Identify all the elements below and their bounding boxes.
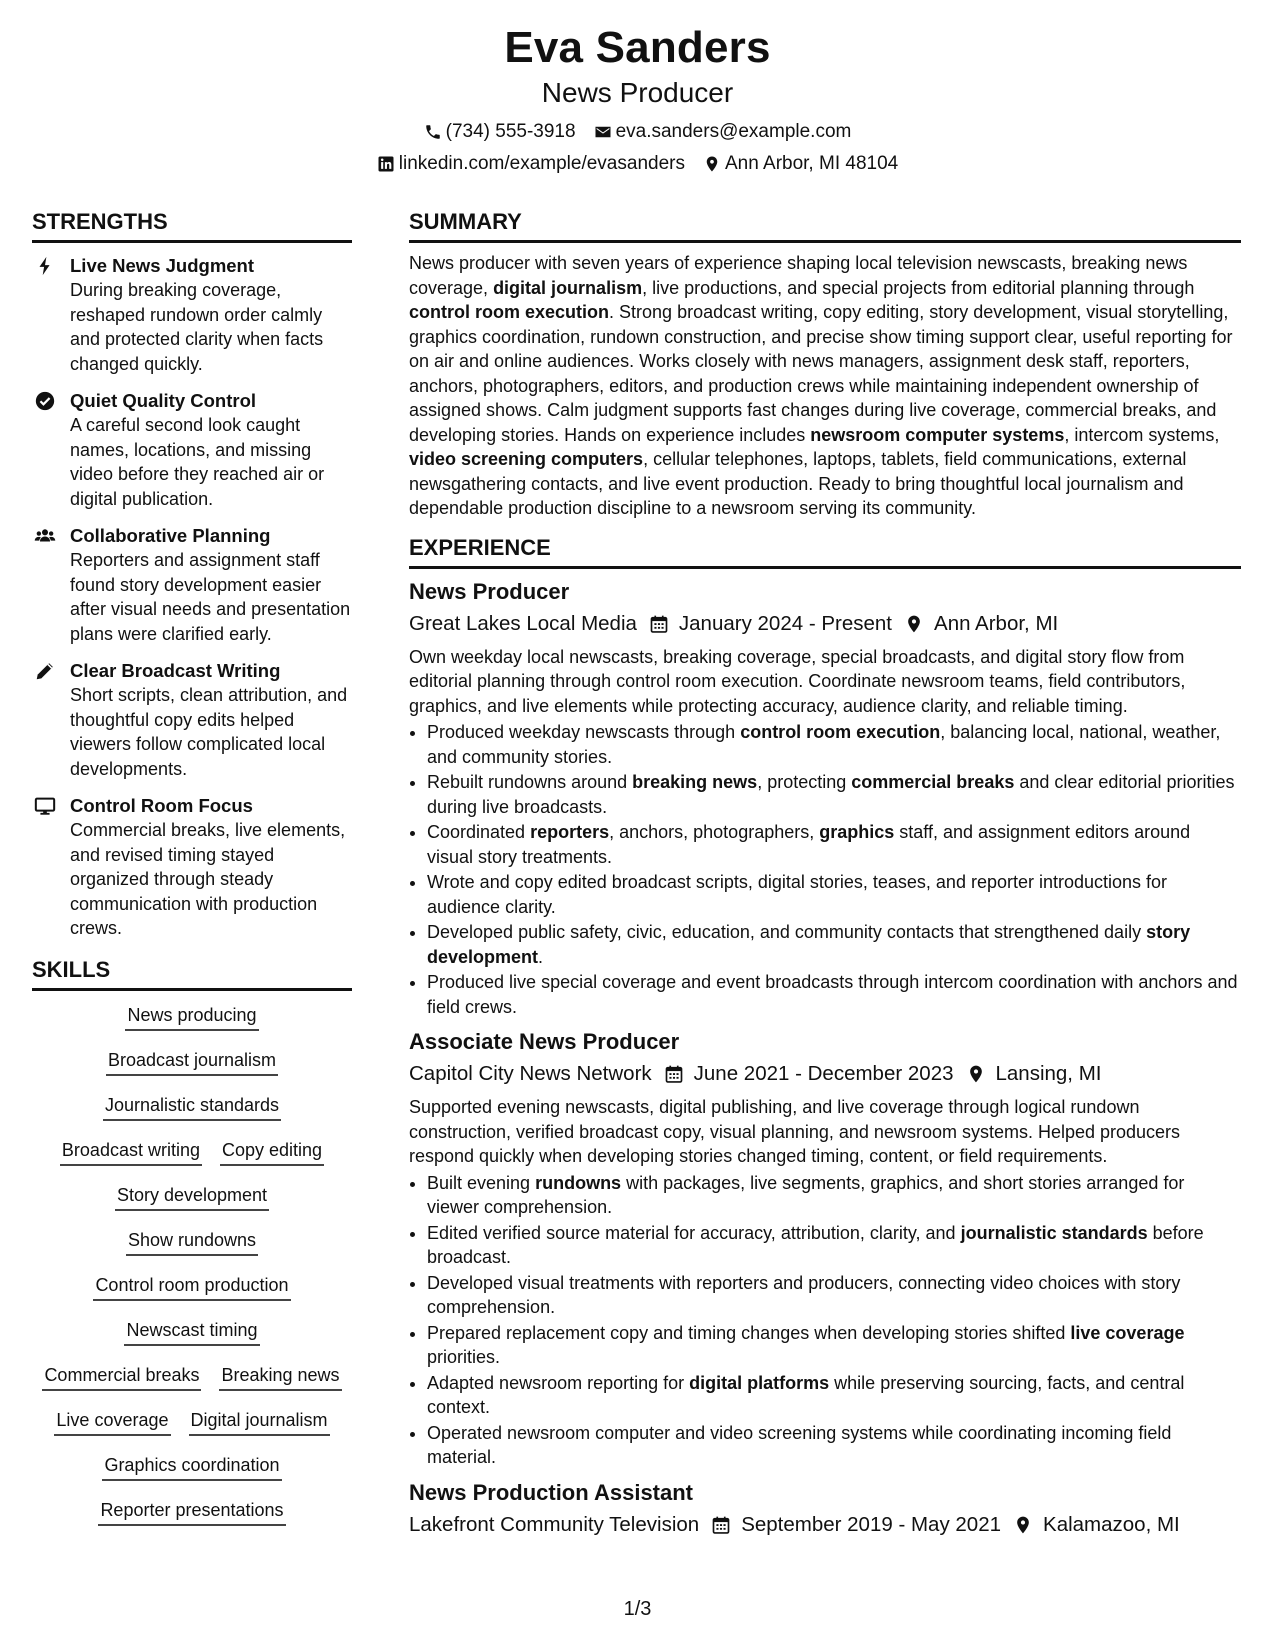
strengths-heading: STRENGTHS [32, 205, 352, 243]
job-bullet: • Prepared replacement copy and timing changes when developing stories shifted live coverage priorities. [427, 1321, 1241, 1370]
job-bullets [409, 720, 1241, 1019]
job-bullet: • Adapted newsroom reporting for digital platforms while preserving sourcing, facts, and central context. [427, 1371, 1241, 1420]
job-bullet: • Rebuilt rundowns around breaking news, protecting commercial breaks and clear editorial priorities during live broadcasts. [427, 770, 1241, 819]
pencil-icon [34, 660, 56, 682]
email-text[interactable]: eva.sanders@example.com [615, 121, 852, 142]
bold-keyword: control room execution [740, 722, 941, 742]
skill-tag: Reporter presentations [98, 1498, 285, 1526]
skill-tag: Copy editing [220, 1138, 324, 1166]
job-bullet: • Developed public safety, civic, education, and community contacts that strengthened daily story development. [427, 920, 1241, 969]
skill-row [32, 1318, 352, 1363]
skill-tag: Commercial breaks [42, 1363, 201, 1391]
strength-desc: Short scripts, clean attribution, and thoughtful copy edits helped viewers follow complicated local developments. [70, 685, 348, 779]
bolt-icon [34, 255, 56, 277]
calendar-icon [664, 1064, 684, 1084]
skill-row [32, 1363, 352, 1408]
experience-list [409, 577, 1241, 1540]
bold-keyword: commercial breaks [851, 772, 1015, 792]
job-location [904, 609, 1058, 639]
bold-keyword: control room execution [409, 302, 610, 322]
skills-heading: SKILLS [32, 953, 352, 991]
bold-keyword: newsroom computer systems [810, 424, 1065, 445]
strength-item [32, 388, 352, 511]
phone-text[interactable]: (734) 555-3918 [445, 121, 576, 142]
skill-tag: Story development [115, 1183, 269, 1211]
skill-tag: Broadcast writing [60, 1138, 202, 1166]
skill-row [32, 1048, 352, 1093]
skill-tag: Newscast timing [124, 1318, 259, 1346]
bold-keyword: reporters [530, 822, 610, 842]
skill-tag: Breaking news [219, 1363, 341, 1391]
experience-heading: EXPERIENCE [409, 531, 1241, 569]
phone-icon [424, 123, 442, 141]
bold-keyword: live coverage [1070, 1322, 1185, 1343]
linkedin-icon [377, 155, 395, 173]
job-meta [409, 609, 1241, 639]
contact-row-2 [0, 152, 1275, 176]
left-column [32, 205, 352, 1543]
bold-keyword: digital journalism [493, 277, 643, 298]
skill-row [32, 1003, 352, 1048]
envelope-icon [594, 123, 612, 141]
skill-tag: Graphics coordination [102, 1453, 281, 1481]
strength-title: Live News Judgment [70, 255, 255, 276]
calendar-icon [649, 614, 669, 634]
job-dates-text: January 2024 - Present [678, 611, 893, 635]
strength-item [32, 658, 352, 781]
job-description: Own weekday local newscasts, breaking coverage, special broadcasts, and digital story flow from editorial planning through control room execution. Coordinate newsroom teams, field contributors, graphics, and live elements while protecting accuracy, audience clarity, and reliable timing. [409, 646, 1186, 716]
strength-desc: Commercial breaks, live elements, and revised timing stayed organized through steady communication with production crews. [70, 820, 346, 938]
bold-keyword: digital platforms [689, 1372, 830, 1393]
linkedin-text[interactable]: linkedin.com/example/evasanders [398, 153, 685, 174]
job-dates [649, 609, 892, 639]
page-number: 1/3 [623, 1598, 652, 1620]
email-contact [594, 120, 852, 144]
map-pin-icon [1013, 1515, 1033, 1535]
job-title: Associate News Producer [409, 1029, 680, 1054]
job-bullet: • Wrote and copy edited broadcast scripts, digital stories, teases, and reporter introductions for audience clarity. [427, 870, 1241, 919]
job-meta [409, 1510, 1241, 1540]
job-company: Lakefront Community Television [409, 1512, 700, 1536]
resume-header [0, 22, 1275, 176]
right-column [409, 205, 1241, 1540]
strength-title: Collaborative Planning [70, 525, 271, 546]
skill-tag: Control room production [93, 1273, 290, 1301]
skill-tag: Digital journalism [189, 1408, 330, 1436]
linkedin-contact [377, 152, 685, 176]
strength-item [32, 253, 352, 376]
contact-row-1 [0, 120, 1275, 144]
job-location-text: Lansing, MI [995, 1062, 1102, 1085]
job-bullets [409, 1171, 1241, 1470]
users-icon [34, 525, 56, 547]
job-entry [409, 577, 1241, 1020]
candidate-name: Eva Sanders [504, 23, 771, 72]
job-title: News Producer [409, 578, 570, 604]
candidate-role: News Producer [541, 77, 734, 108]
job-dates-text: June 2021 - December 2023 [693, 1062, 954, 1085]
job-location-text: Ann Arbor, MI [934, 611, 1059, 635]
strength-item [32, 793, 352, 941]
skill-row [32, 1138, 352, 1183]
job-bullet: • Produced live special coverage and event broadcasts through intercom coordination with anchors and field crews. [427, 970, 1241, 1019]
job-company: Great Lakes Local Media [409, 611, 637, 635]
job-dates [664, 1059, 954, 1089]
job-bullet: • Operated newsroom computer and video screening systems while coordinating incoming field material. [427, 1421, 1241, 1470]
job-bullet: • Produced weekday newscasts through control room execution, balancing local, national, weather, and community stories. [427, 720, 1241, 769]
location-contact [703, 152, 898, 176]
job-bullet: • Developed visual treatments with reporters and producers, connecting video choices with story comprehension. [427, 1271, 1241, 1320]
bold-keyword: graphics [819, 822, 895, 842]
strength-title: Clear Broadcast Writing [70, 660, 281, 681]
strength-title: Quiet Quality Control [70, 390, 257, 411]
skill-row [32, 1273, 352, 1318]
strengths-list [32, 253, 352, 941]
job-location [1013, 1510, 1180, 1540]
strength-desc: A careful second look caught names, locations, and missing video before they reached air or digital publication. [70, 415, 325, 509]
bold-keyword: video screening computers [409, 449, 644, 469]
skill-tag: News producing [125, 1003, 258, 1031]
strength-desc: Reporters and assignment staff found story development easier after visual needs and presentation plans were clarified early. [70, 550, 351, 644]
skill-row [32, 1228, 352, 1273]
skill-row [32, 1093, 352, 1138]
job-meta [409, 1059, 1241, 1089]
skill-row [32, 1498, 352, 1543]
job-bullet: • Coordinated reporters, anchors, photographers, graphics staff, and assignment editors around visual story treatments. [427, 820, 1241, 869]
map-pin-icon [904, 614, 924, 634]
job-dates-text: September 2019 - May 2021 [741, 1512, 1002, 1536]
skill-row [32, 1183, 352, 1228]
bold-keyword: breaking news [632, 772, 758, 792]
strength-desc: During breaking coverage, reshaped rundown order calmly and protected clarity when facts changed quickly. [70, 280, 324, 374]
strength-title: Control Room Focus [70, 795, 253, 816]
job-company: Capitol City News Network [409, 1062, 652, 1085]
phone-contact [424, 120, 576, 144]
job-location-text: Kalamazoo, MI [1043, 1512, 1180, 1536]
skill-tag: Broadcast journalism [106, 1048, 278, 1076]
job-dates [711, 1510, 1001, 1540]
job-bullet: • Edited verified source material for accuracy, attribution, clarity, and journalistic standards before broadcast. [427, 1221, 1241, 1270]
skills-list [32, 1003, 352, 1543]
skill-row [32, 1453, 352, 1498]
bold-keyword: journalistic standards [960, 1222, 1148, 1243]
summary-heading: SUMMARY [409, 205, 1241, 243]
strength-item [32, 523, 352, 646]
bold-keyword: story development [427, 922, 1191, 967]
monitor-icon [34, 795, 56, 817]
skill-row [32, 1408, 352, 1453]
skill-tag: Show rundowns [126, 1228, 258, 1256]
map-pin-icon [703, 155, 721, 173]
job-entry [409, 1478, 1241, 1540]
check-circle-icon [34, 390, 56, 412]
job-description: Supported evening newscasts, digital publishing, and live coverage through logical rundown construction, verified broadcast copy, visual planning, and newsroom systems. Helped producers respond quickly when developing stories changed timing, content, or field requirements. [409, 1097, 1181, 1166]
map-pin-icon [966, 1064, 986, 1084]
job-bullet: • Built evening rundowns with packages, live segments, graphics, and short stories arranged for viewer comprehension. [427, 1171, 1241, 1220]
location-text: Ann Arbor, MI 48104 [724, 153, 899, 174]
summary-text: News producer with seven years of experience shaping local television newscasts, breaking news coverage, digital journalism, live productions, and special projects from editorial planning through control room execution. Strong broadcast writing, copy editing, story development, visual storytelling, graphics coordination, rundown construction, and precise show timing support clear, useful reporting for on air and online audiences. Works closely with news managers, assignment desk staff, reporters, anchors, photographers, editors, and production crews while maintaining independent ownership of assigned shows. Calm judgment supports fast changes during live coverage, commercial breaks, and developing stories. Hands on experience includes newsroom computer systems, intercom systems, video screening computers, cellular telephones, laptops, tablets, field communications, external newsgathering contacts, and live event production. Ready to bring thoughtful local journalism and dependable production discipline to a newsroom serving its community. [409, 253, 1233, 518]
calendar-icon [711, 1515, 731, 1535]
skill-tag: Journalistic standards [103, 1093, 281, 1121]
job-location [966, 1059, 1102, 1089]
bold-keyword: rundowns [535, 1172, 622, 1193]
job-entry [409, 1027, 1241, 1470]
job-title: News Production Assistant [409, 1479, 694, 1505]
skill-tag: Live coverage [54, 1408, 170, 1436]
